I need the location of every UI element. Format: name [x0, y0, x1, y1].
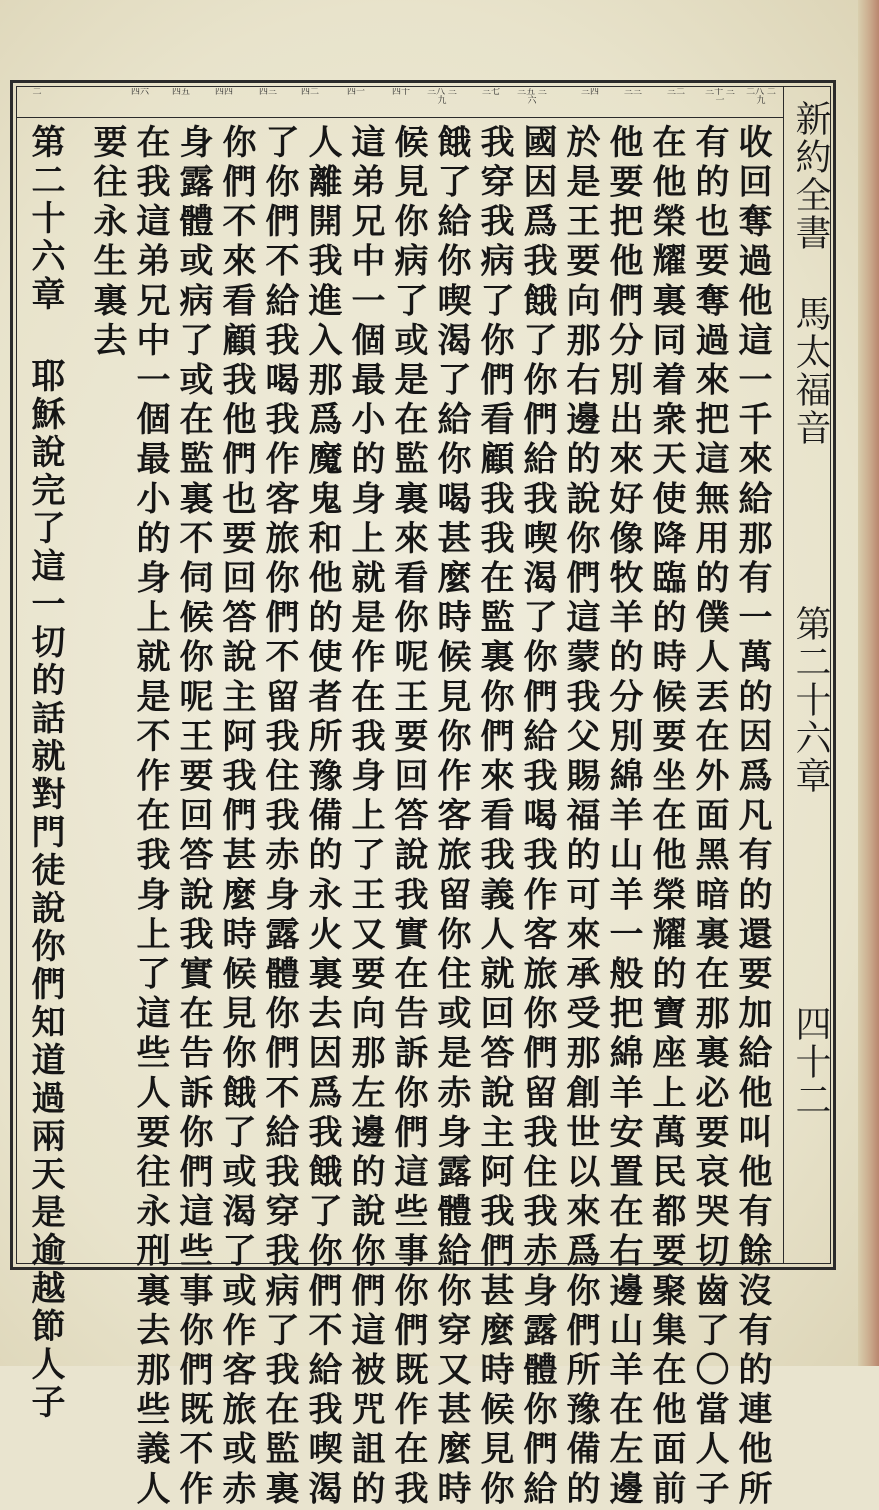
- header-divider: [783, 86, 784, 1264]
- verse-index: 三十 三一: [705, 88, 735, 106]
- text-column: 在他榮耀裏同着衆天使降臨的時候要坐在他榮耀的寶座上萬民都要聚集在他面前: [646, 124, 686, 1510]
- verse-index: 四一: [346, 88, 365, 97]
- verse-index: 三二: [666, 88, 685, 97]
- text-column: 這弟兄中一個最小的身上就是作在我身上了王又要向那左邊的說你們這被咒詛的: [345, 124, 385, 1510]
- verse-index: 四四: [214, 88, 233, 97]
- text-column: 人離開我進入那爲魔鬼和他的使者所豫備的永火裏去因爲我餓了你們不給我喫渴: [302, 124, 342, 1510]
- text-column: 身露體或病了或在監裏不伺候你呢王要回答說我實在告訴你們這些事你們既不作: [173, 124, 213, 1510]
- text-column: 有的也要奪過來把這無用的僕人丟在外面黑暗裏在那裏必要哀哭切齒了〇當人子: [689, 124, 729, 1510]
- verse-index: 三八 三九: [427, 88, 457, 106]
- verse-index: 三四: [580, 88, 599, 97]
- text-column: 國因爲我餓了你們給我喫渴了你們給我喝我作客旅你們留我住我赤身露體你們給: [517, 124, 557, 1510]
- verse-index: 二八 二九: [746, 88, 776, 106]
- text-column: 你們不來看顧我他們也要回答說主阿我們甚麼時候見你餓了或渴了或作客旅或赤: [216, 124, 256, 1510]
- verse-index: 三七: [481, 88, 500, 97]
- verse-index-divider: [16, 117, 783, 118]
- verse-index: 三三: [623, 88, 642, 97]
- text-column: 了你們不給我喝我作客旅你們不留我住我赤身露體你們不給我穿我病了我在監裏: [259, 124, 299, 1510]
- chapter-start-column: 第二十六章 耶穌說完了這一切的話就對門徒說你們知道過兩天是逾越節人子: [25, 124, 65, 1422]
- text-column: 餓了給你喫渴了給你喝甚麼時候見你作客旅留你住或是赤身露體給你穿又甚麼時: [431, 124, 471, 1510]
- verse-index: 三五 三六: [517, 88, 547, 106]
- text-column: 於是王要向那右邊的說你們這蒙我父賜福的可來承受那創世以來爲你們所豫備的: [560, 124, 600, 1510]
- book-edge: [858, 0, 879, 1366]
- page-number: 四十二: [790, 1005, 831, 1119]
- verse-index: 二: [32, 88, 42, 97]
- chapter-title: 第二十六章: [790, 605, 831, 795]
- text-column: 要往永生裏去: [87, 124, 127, 362]
- verse-index: 四三: [258, 88, 277, 97]
- text-column: 我穿我病了你們看顧我我在監裏你們來看我義人就回答說主阿我們甚麼時候見你: [474, 124, 514, 1510]
- text-column: 他要把他們分別出來好像牧羊的分別綿羊山羊一般把綿羊安置在右邊山羊在左邊: [603, 124, 643, 1510]
- text-column: 在我這弟兄中一個最小的身上就是不作在我身上了這些人要往永刑裏去那些義人: [130, 124, 170, 1510]
- verse-index: 四六: [130, 88, 149, 97]
- text-column: 收回奪過他這一千來給那有一萬的因爲凡有的還要加給他叫他有餘沒有的連他所: [732, 124, 772, 1510]
- verse-index: 四十: [391, 88, 410, 97]
- book-title: 新約全書 馬太福音: [790, 100, 831, 447]
- verse-index: 四五: [171, 88, 190, 97]
- text-column: 候見你病了或是在監裏來看你呢王要回答說我實在告訴你們這些事你們既作在我: [388, 124, 428, 1510]
- verse-index: 四二: [300, 88, 319, 97]
